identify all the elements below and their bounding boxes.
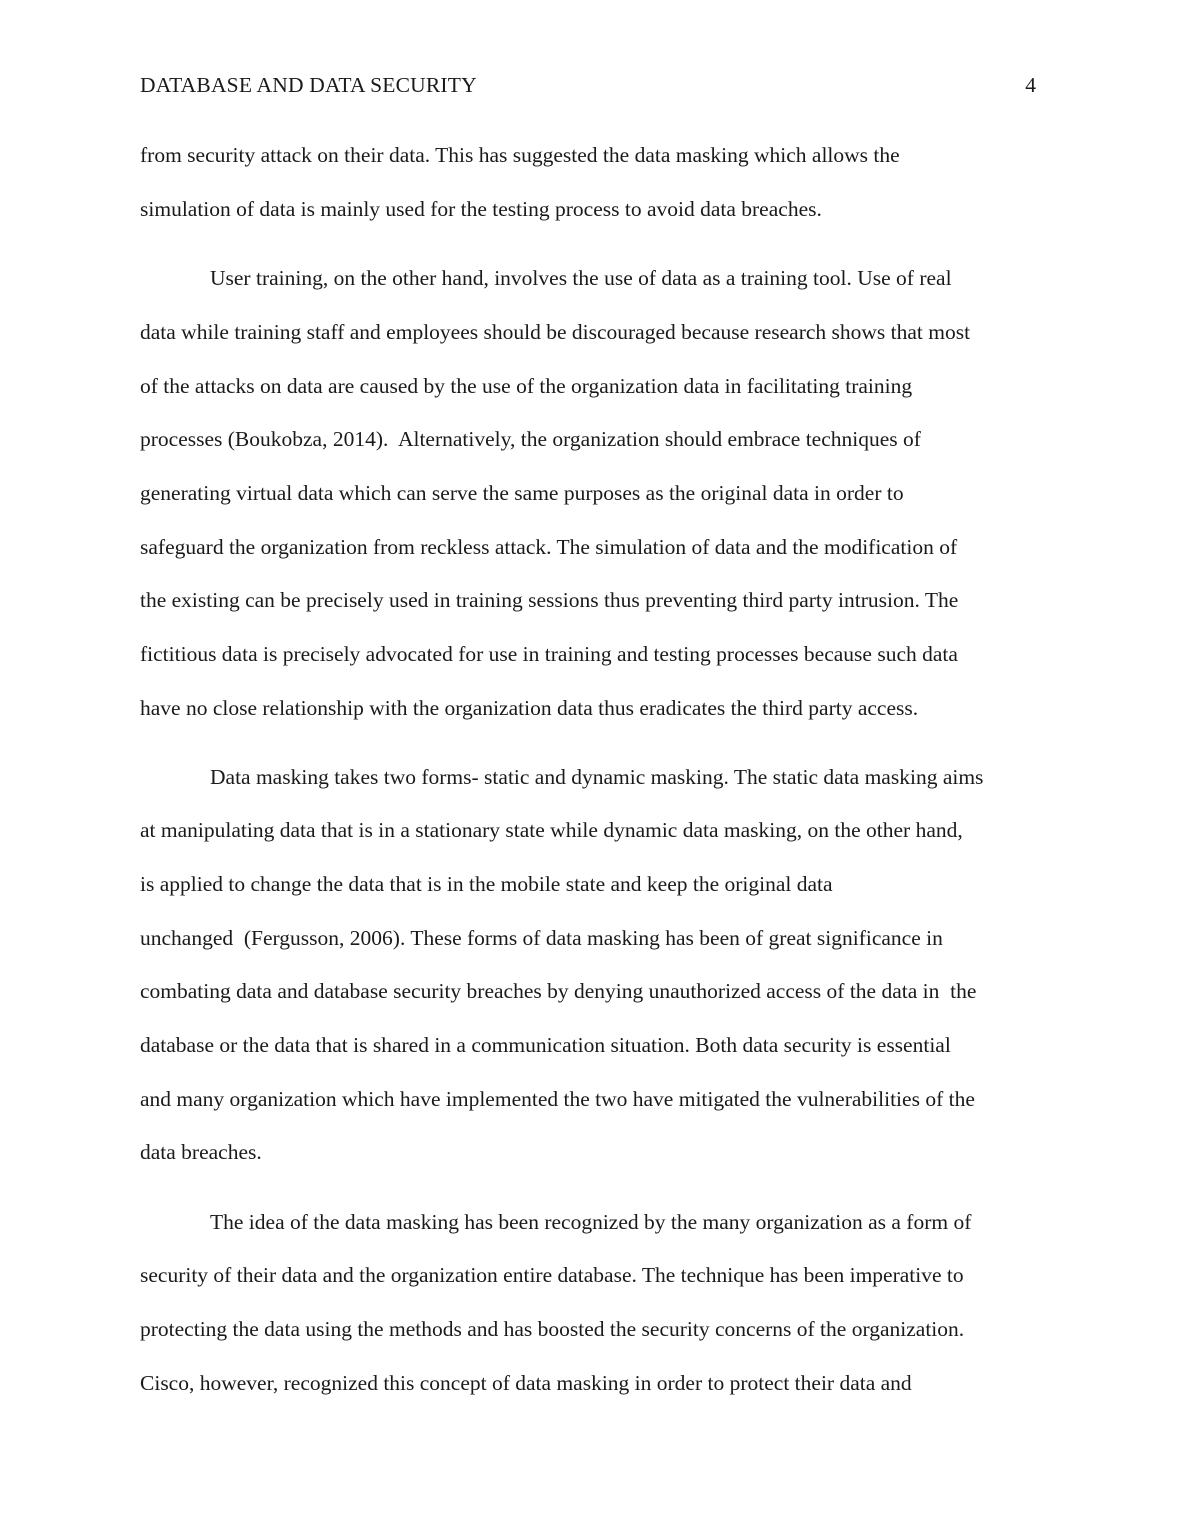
text-line: simulation of data is mainly used for the testing process to avoid data breaches. <box>140 197 822 221</box>
text-line: have no close relationship with the organization data thus eradicates the third party access. <box>140 696 919 720</box>
text-line: data breaches. <box>140 1140 262 1164</box>
text-line: fictitious data is precisely advocated for use in training and testing processes because such data <box>140 642 958 666</box>
text-line: the existing can be precisely used in training sessions thus preventing third party intrusion. The <box>140 588 959 612</box>
text-line: The idea of the data masking has been recognized by the many organization as a form of <box>210 1210 972 1234</box>
page-header <box>140 70 1036 100</box>
text-line: and many organization which have implemented the two have mitigated the vulnerabilities of the <box>140 1087 975 1111</box>
text-line: security of their data and the organization entire database. The technique has been imperative to <box>140 1263 964 1287</box>
running-head: DATABASE AND DATA SECURITY <box>140 73 477 97</box>
text-line: is applied to change the data that is in the mobile state and keep the original data <box>140 872 833 896</box>
page-number: 4 <box>1025 73 1036 97</box>
text-line: combating data and database security breaches by denying unauthorized access of the data in the <box>140 979 977 1003</box>
text-line: data while training staff and employees should be discouraged because research shows that most <box>140 320 971 344</box>
text-line: protecting the data using the methods and has boosted the security concerns of the organization. <box>140 1317 965 1341</box>
text-line: database or the data that is shared in a communication situation. Both data security is essential <box>140 1033 951 1057</box>
text-line: generating virtual data which can serve the same purposes as the original data in order to <box>140 481 904 505</box>
text-line: at manipulating data that is in a stationary state while dynamic data masking, on the other hand, <box>140 818 963 842</box>
text-line: Cisco, however, recognized this concept of data masking in order to protect their data and <box>140 1371 912 1395</box>
text-line: of the attacks on data are caused by the use of the organization data in facilitating training <box>140 374 913 398</box>
text-line: from security attack on their data. This has suggested the data masking which allows the <box>140 143 900 167</box>
text-line: Data masking takes two forms- static and dynamic masking. The static data masking aims <box>210 765 984 789</box>
text-line: processes (Boukobza, 2014). Alternatively, the organization should embrace techniques of <box>140 427 921 451</box>
text-line: safeguard the organization from reckless attack. The simulation of data and the modification of <box>140 535 958 559</box>
text-line: User training, on the other hand, involves the use of data as a training tool. Use of real <box>210 266 952 290</box>
text-line: unchanged (Fergusson, 2006). These forms of data masking has been of great significance in <box>140 926 943 950</box>
